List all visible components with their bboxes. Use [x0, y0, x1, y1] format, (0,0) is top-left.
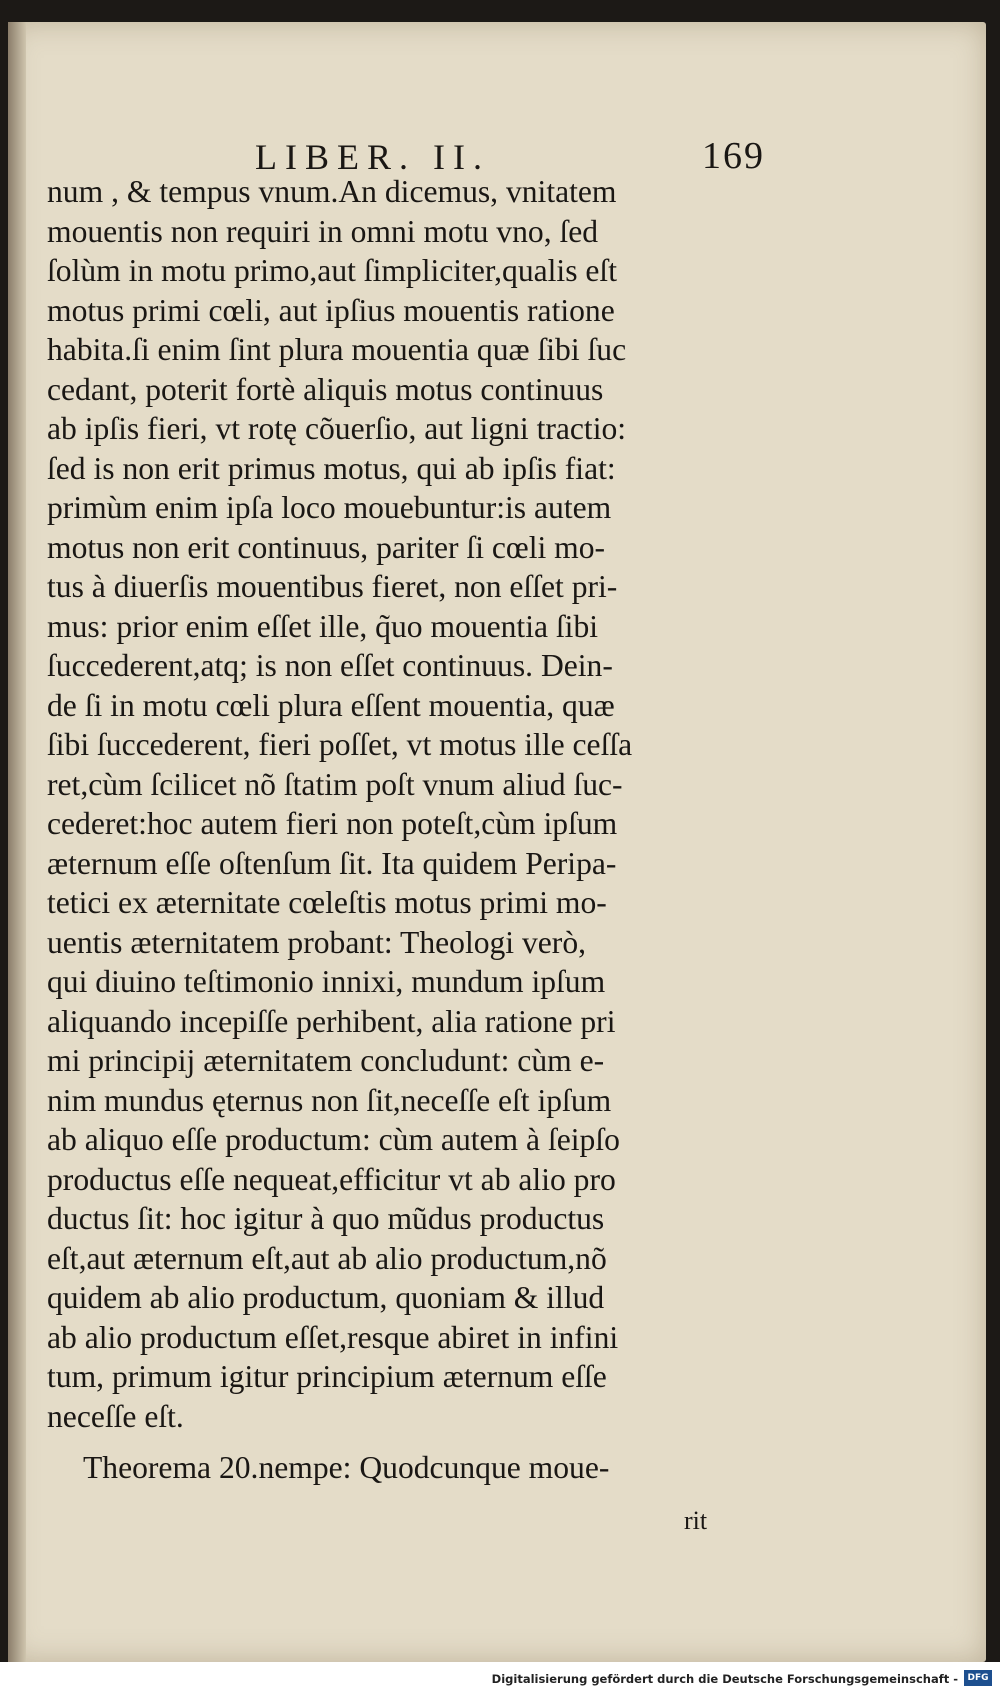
- text-line: tus à diuerſis mouentibus fieret, non eſſet pri-: [47, 569, 618, 604]
- text-line: num , & tempus vnum.An dicemus, vnitatem: [47, 174, 617, 209]
- funding-credit: Digitalisierung gefördert durch die Deutsche Forschungsgemeinschaft -: [491, 1672, 958, 1686]
- text-line: ab aliquo eſſe productum: cùm autem à ſeipſo: [47, 1122, 620, 1157]
- text-line: qui diuino teſtimonio innixi, mundum ipſum: [47, 964, 606, 999]
- text-line: mouentis non requiri in omni motu vno, ſed: [47, 213, 599, 249]
- text-line: mi principij æternitatem concludunt: cùm e-: [47, 1043, 605, 1078]
- catchword: rit: [684, 1506, 708, 1535]
- text-line: cederet:hoc autem fieri non poteſt,cùm ipſum: [47, 806, 618, 841]
- text-line: tetici ex æternitate cœleſtis motus primi mo-: [47, 885, 607, 920]
- text-line: productus eſſe nequeat,efficitur vt ab alio pro: [47, 1161, 616, 1197]
- footer-bar: [0, 1662, 1000, 1698]
- theorem-line: Theorema 20.nempe: Quodcunque moue-: [83, 1450, 610, 1485]
- text-line: primùm enim ipſa loco mouebuntur:is autem: [47, 490, 612, 525]
- text-line: cedant, poterit fortè aliquis motus continuus: [47, 371, 604, 407]
- text-line: quidem ab alio productum, quoniam & illud: [47, 1280, 605, 1315]
- text-line: ductus ſit: hoc igitur à quo mũdus productus: [47, 1201, 605, 1236]
- text-line: uentis æternitatem probant: Theologi verò,: [47, 924, 587, 960]
- running-title: LIBER. II.: [255, 137, 490, 177]
- body-text: [47, 172, 767, 1488]
- text-line: nim mundus ęternus non ſit,neceſſe eſt ipſum: [47, 1082, 612, 1118]
- dfg-logo: DFG: [964, 1670, 992, 1686]
- text-line: tum, primum igitur principium æternum eſſe: [47, 1359, 607, 1394]
- text-line: mus: prior enim eſſet ille, q̃uo mouentia ſibi: [47, 608, 599, 644]
- page-gutter: [8, 22, 26, 1662]
- text-line: motus primi cœli, aut ipſius mouentis ratione: [47, 292, 615, 328]
- text-line: eſt,aut æternum eſt,aut ab alio productum,nõ: [47, 1240, 607, 1276]
- text-line: motus non erit continuus, pariter ſi cœli mo-: [47, 529, 606, 565]
- text-line: ab alio productum eſſet,resque abiret in infini: [47, 1319, 619, 1355]
- text-line: ab ipſis fieri, vt rotę cõuerſio, aut ligni tractio:: [47, 411, 627, 446]
- text-line: ſolùm in motu primo,aut ſimpliciter,qualis eſt: [47, 253, 617, 288]
- text-line: ſed is non erit primus motus, qui ab ipſis fiat:: [47, 450, 616, 486]
- page-number: 169: [702, 135, 765, 177]
- text-line: æternum eſſe oſtenſum ſit. Ita quidem Peripa-: [47, 845, 617, 881]
- text-line: neceſſe eſt.: [47, 1398, 184, 1434]
- text-line: de ſi in motu cœli plura eſſent mouentia, quæ: [47, 687, 615, 723]
- text-line: habita.ſi enim ſint plura mouentia quæ ſibi ſuc: [47, 332, 627, 367]
- text-line: ſibi ſuccederent, fieri poſſet, vt motus ille ceſſa: [47, 727, 633, 762]
- text-line: ſuccederent,atq; is non eſſet continuus. Dein-: [47, 648, 613, 683]
- text-line: aliquando incepiſſe perhibent, alia ratione pri: [47, 1003, 616, 1039]
- text-line: ret,cùm ſcilicet nõ ſtatim poſt vnum aliud ſuc-: [47, 766, 623, 802]
